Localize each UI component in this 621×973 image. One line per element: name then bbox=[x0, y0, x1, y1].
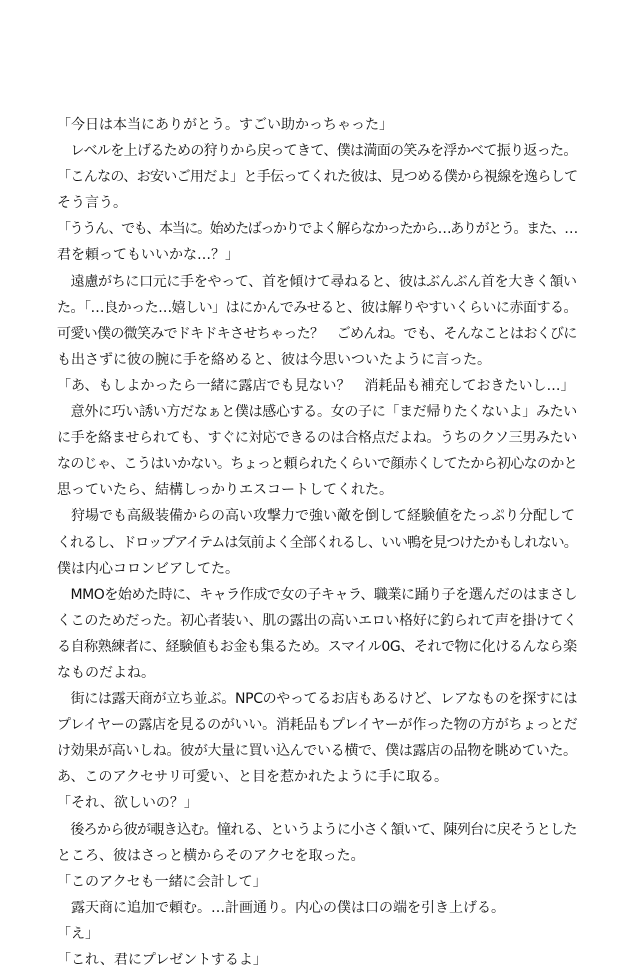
text-line: そう言う。 bbox=[57, 195, 127, 212]
text-line: る自称熟練者に、経験値もお金も集るため。スマイル0G、それで物に化けるんなら楽 bbox=[57, 638, 577, 655]
text-line: 僕は内心コロンビアしてた。 bbox=[57, 560, 239, 577]
text-line: MMOを始めた時に、キャラ作成で女の子キャラ、職業に踊り子を選んだのはまさし bbox=[57, 586, 578, 603]
text-line: 「え」 bbox=[57, 925, 99, 942]
text-line: 「ううん、でも、本当に。始めたばっかりでよく解らなかったから…ありがとう。また、… bbox=[57, 221, 577, 238]
text-line: 遠慮がちに口元に手をやって、首を傾けて尋ねると、彼はぶんぶん首を大きく頷い bbox=[57, 273, 577, 290]
text-line: 露天商に追加で頼む。…計画通り。内心の僕は口の端を引き上げる。 bbox=[57, 899, 505, 916]
body-text bbox=[57, 112, 577, 973]
text-line: 「それ、欲しいの？」 bbox=[57, 795, 198, 812]
text-line: 「あ、もしよかったら一緒に露店でも見ない？ 消耗品も補充しておきたいし…」 bbox=[57, 377, 575, 394]
text-line: プレイヤーの露店を見るのがいい。消耗品もプレイヤーが作った物の方がちょっとだ bbox=[57, 717, 578, 734]
text-line: け効果が高いしね。彼が大量に買い込んでいる横で、僕は露店の品物を眺めていた。 bbox=[57, 743, 577, 760]
text-line: 思っていたら、結構しっかりエスコートしてくれた。 bbox=[57, 482, 393, 499]
text-line: 君を頼ってもいいかな…？」 bbox=[57, 247, 239, 264]
text-line: 可愛い僕の微笑みでドキドキさせちゃった？ ごめんね。でも、そんなことはおくびに bbox=[57, 325, 577, 342]
text-line: に手を絡ませられても、すぐに対応できるのは合格点だよね。うちのクソ三男みたい bbox=[57, 430, 577, 447]
text-line: あ、このアクセサリ可愛い、と目を惹かれたように手に取る。 bbox=[57, 769, 449, 786]
text-line: 街には露天商が立ち並ぶ。NPCのやってるお店もあるけど、レアなものを探すには bbox=[57, 691, 577, 708]
text-line: なものだよね。 bbox=[57, 664, 155, 681]
text-line: くこのためだった。初心者装い、肌の露出の高いエロい格好に釣られて声を掛けてく bbox=[57, 612, 577, 629]
text-line: ところ、彼はさっと横からそのアクセを取った。 bbox=[57, 847, 365, 864]
text-line: 意外に巧い誘い方だなぁと僕は感心する。女の子に「まだ帰りたくないよ」みたい bbox=[57, 404, 577, 421]
text-line: た。「…良かった…嬉しい」はにかんでみせると、彼は解りやすいくらいに赤面する。 bbox=[57, 299, 578, 316]
text-line: 狩場でも高級装備からの高い攻撃力で強い敵を倒して経験値をたっぷり分配して bbox=[57, 508, 575, 525]
text-line: レベルを上げるための狩りから戻ってきて、僕は満面の笑みを浮かべて振り返った。 bbox=[57, 143, 577, 160]
text-line: 「こんなの、お安いご用だよ」と手伝ってくれた彼は、見つめる僕から視線を逸らして bbox=[57, 169, 578, 186]
text-line: なのじゃ、こうはいかない。ちょっと頼られたくらいで顔赤くしてたから初心なのかと bbox=[57, 456, 577, 473]
text-line: 後ろから彼が覗き込む。憧れる、というように小さく頷いて、陳列台に戻そうとした bbox=[57, 821, 577, 838]
text-line: 「このアクセも一緒に会計して」 bbox=[57, 873, 267, 890]
text-line: 「これ、君にプレゼントするよ」 bbox=[57, 952, 267, 968]
text-line: も出さずに彼の腕に手を絡めると、彼は今思いついたように言った。 bbox=[57, 351, 491, 368]
text-line: 「今日は本当にありがとう。すごい助かっちゃった」 bbox=[57, 117, 393, 133]
text-line: くれるし、ドロップアイテムは気前よく全部くれるし、いい鴨を見つけたかもしれない。 bbox=[57, 534, 577, 551]
